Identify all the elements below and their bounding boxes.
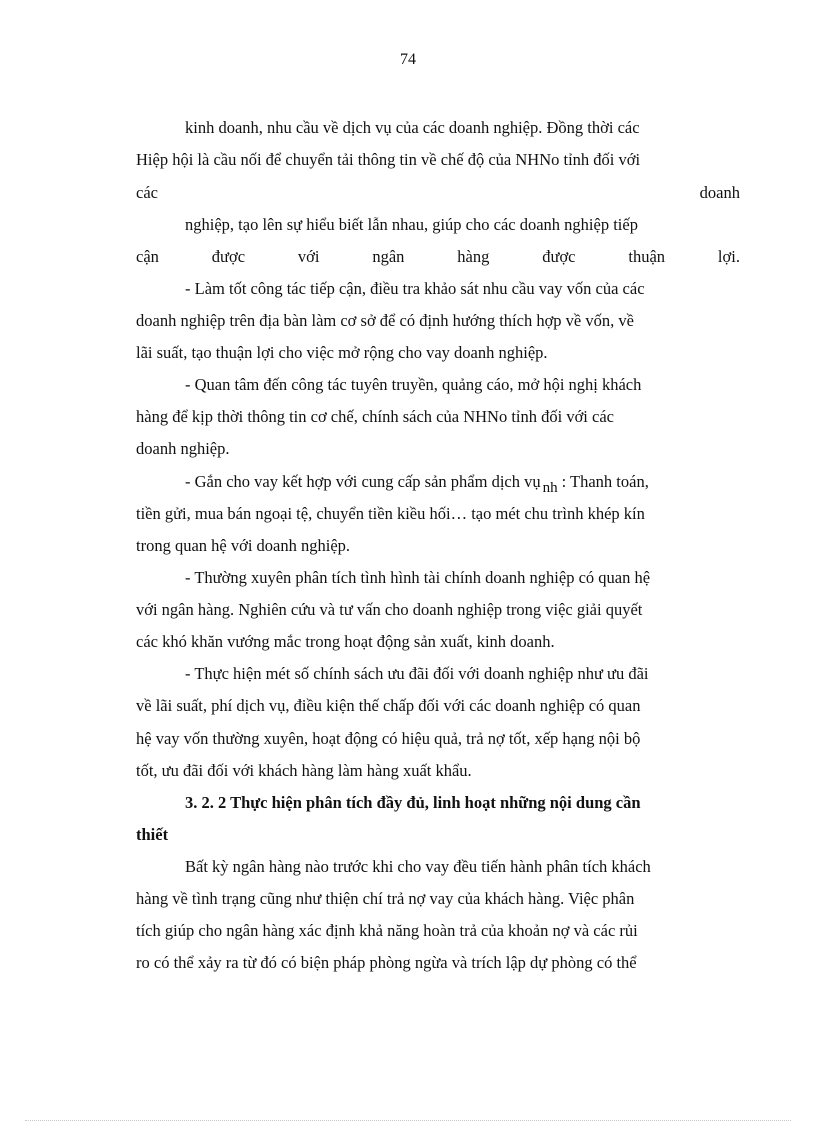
text-line: các khó khăn vướng mắc trong hoạt động sản xuất, kinh doanh. [136, 632, 555, 651]
text-line: - Thực hiện mét số chính sách ưu đãi đối với doanh nghiệp như ưu đãi [185, 664, 649, 683]
text-line: Hiệp hội là cầu nối để chuyển tải thông tin về chế độ của NHNo tỉnh đối với [136, 150, 641, 169]
page-number: 74 [400, 51, 416, 68]
section-heading-continued: thiết [136, 825, 169, 844]
section-heading: 3. 2. 2 Thực hiện phân tích đầy đủ, linh hoạt những nội dung cần [185, 793, 641, 812]
text-line: hệ vay vốn thường xuyên, hoạt động có hiệu quả, trả nợ tốt, xếp hạng nội bộ [136, 729, 641, 748]
text-line: doanh nghiệp. [136, 439, 230, 458]
text-line: cận được với ngân hàng được thuận lợi. [136, 247, 740, 266]
text-line: tốt, ưu đãi đối với khách hàng làm hàng xuất khẩu. [136, 761, 472, 780]
text-line: nghiệp, tạo lên sự hiểu biết lẫn nhau, giúp cho các doanh nghiệp tiếp [185, 215, 638, 234]
text-line: các doanh [136, 183, 740, 202]
text-line: ro có thể xảy ra từ đó có biện pháp phòng ngừa và trích lập dự phòng có thể [136, 953, 637, 972]
text-line: hàng để kịp thời thông tin cơ chế, chính sách của NHNo tỉnh đối với các [136, 407, 614, 426]
text-line: - Quan tâm đến công tác tuyên truyền, quảng cáo, mở hội nghị khách [185, 375, 642, 394]
text-line: Bất kỳ ngân hàng nào trước khi cho vay đều tiến hành phân tích khách [185, 857, 651, 876]
text-line: về lãi suất, phí dịch vụ, điều kiện thế chấp đối với các doanh nghiệp có quan [136, 696, 641, 715]
text-line: trong quan hệ với doanh nghiệp. [136, 536, 351, 555]
text-line: kinh doanh, nhu cầu về dịch vụ của các doanh nghiệp. Đồng thời các [185, 118, 640, 137]
text-line: - Gắn cho vay kết hợp với cung cấp sản phẩm dịch vụ nh : Thanh toán, [185, 472, 649, 496]
text-line: - Làm tốt công tác tiếp cận, điều tra khảo sát nhu cầu vay vốn của các [185, 279, 645, 298]
page-bottom-divider [25, 1120, 791, 1121]
text-line: tiền gửi, mua bán ngoại tệ, chuyển tiền kiều hối… tạo mét chu trình khép kín [136, 504, 645, 523]
text-line: lãi suất, tạo thuận lợi cho việc mở rộng cho vay doanh nghiệp. [136, 343, 548, 362]
text-line: với ngân hàng. Nghiên cứu và tư vấn cho doanh nghiệp trong việc giải quyết [136, 600, 643, 619]
subscript-text: nh [542, 480, 558, 496]
text-line: hàng về tình trạng cũng như thiện chí trả nợ vay của khách hàng. Việc phân [136, 889, 635, 908]
text-line: doanh nghiệp trên địa bàn làm cơ sở để có định hướng thích hợp về vốn, về [136, 311, 634, 330]
text-line: tích giúp cho ngân hàng xác định khả năng hoàn trả của khoản nợ và các rủi [136, 921, 638, 940]
text-line: - Thường xuyên phân tích tình hình tài chính doanh nghiệp có quan hệ [185, 568, 651, 587]
